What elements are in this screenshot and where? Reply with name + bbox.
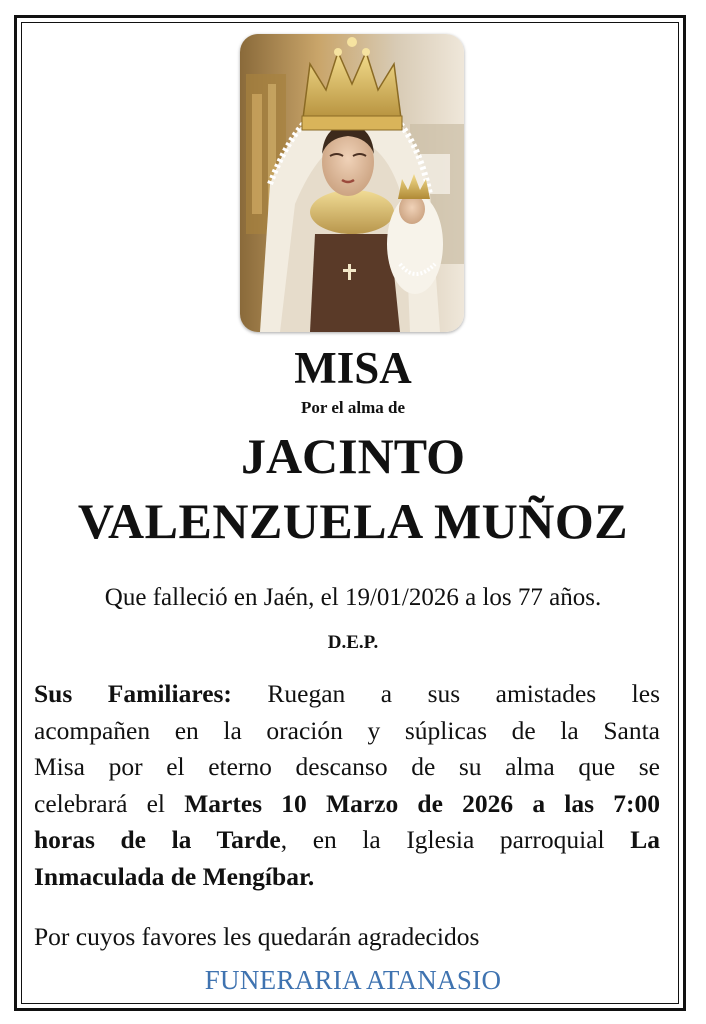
mass-time: horas de la Tarde — [34, 825, 281, 854]
body-line — [34, 786, 660, 823]
church-name-end: Inmaculada de Mengíbar. — [34, 861, 315, 891]
body-text-fragment: celebrará el — [34, 788, 185, 818]
religious-image — [240, 34, 464, 332]
mass-title: MISA — [294, 343, 412, 393]
body-line — [34, 822, 660, 859]
subtitle: Por el alma de — [300, 398, 406, 417]
body-line: acompañen en la oración y súplicas de la Santa — [34, 715, 660, 745]
notice-body — [34, 676, 660, 895]
death-details: Que falleció en Jaén, el 19/01/2026 a los 77 años. — [104, 584, 602, 611]
body-line: Misa por el eterno descanso de su alma que se — [34, 752, 660, 781]
rip-abbreviation: D.E.P. — [327, 632, 379, 653]
family-label: Sus Familiares: — [34, 679, 232, 708]
deceased-surnames: VALENZUELA MUÑOZ — [77, 493, 629, 549]
body-line — [34, 676, 660, 713]
church-name-start: La — [630, 825, 660, 854]
body-text-fragment: Ruegan a sus amistades les — [231, 679, 660, 708]
funeral-home-name: FUNERARIA ATANASIO — [204, 965, 502, 995]
mass-date: Martes 10 Marzo de 2026 a las 7:00 — [184, 788, 661, 818]
deceased-first-name: JACINTO — [240, 428, 466, 484]
thanks-line: Por cuyos favores les quedarán agradecidos — [34, 922, 480, 951]
body-line — [34, 859, 660, 896]
body-text-fragment: , en la Iglesia parroquial — [280, 825, 631, 854]
